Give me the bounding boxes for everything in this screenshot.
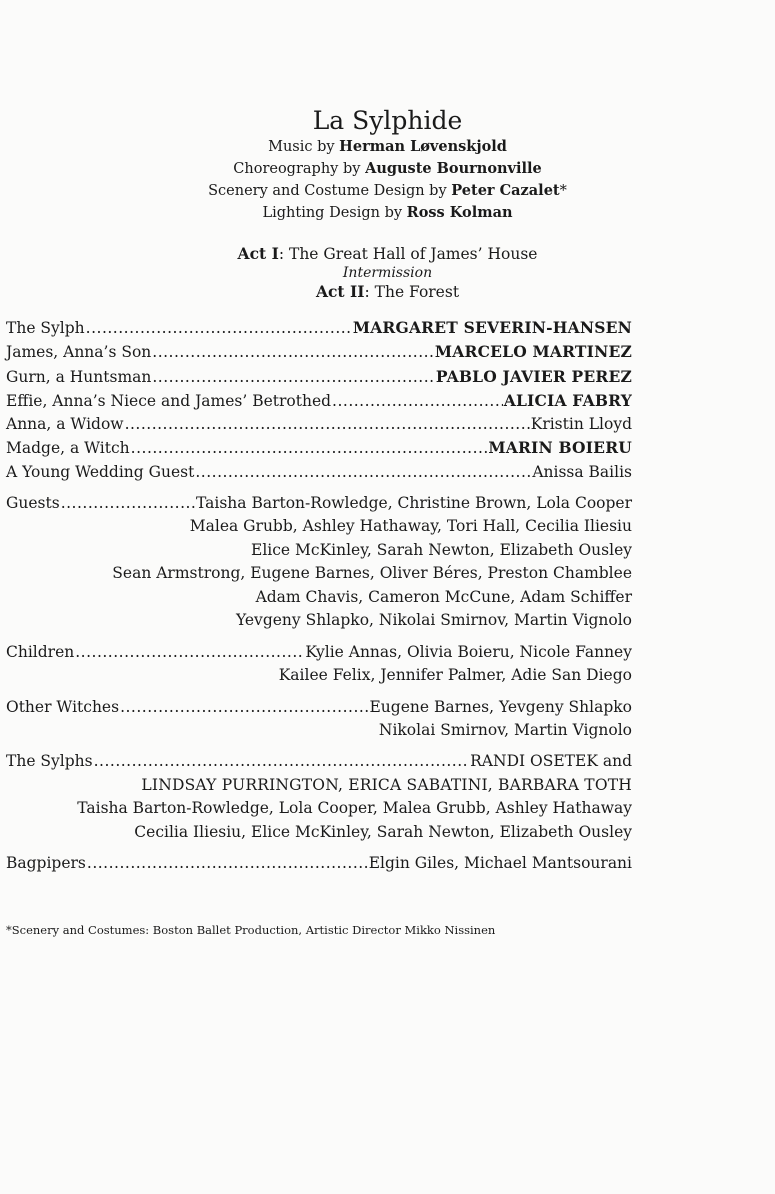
performer: Eugene Barnes, Yevgeny Shlapko	[369, 697, 632, 716]
production-header	[0, 106, 775, 224]
performer-continuation: LINDSAY PURRINGTON, ERICA SABATINI, BARBARA TOTH	[141, 775, 632, 794]
act-two: Act II: The Forest	[315, 282, 460, 301]
performer-continuation: Adam Chavis, Cameron McCune, Adam Schiffer	[255, 587, 632, 606]
performer: MARGARET SEVERIN-HANSEN	[352, 318, 632, 337]
credit-scenery: Scenery and Costume Design by Peter Cazalet*	[208, 182, 567, 199]
credit-lighting: Lighting Design by Ross Kolman	[262, 204, 513, 221]
cast-row-guests	[6, 492, 632, 515]
cast-row	[6, 436, 632, 460]
cast-row	[6, 461, 632, 484]
leader-dots	[131, 437, 488, 460]
cast-list	[6, 316, 632, 876]
performer: Elgin Giles, Michael Mantsourani	[368, 854, 632, 873]
performer: ALICIA FABRY	[503, 390, 632, 410]
leader-dots	[86, 317, 352, 340]
performer-continuation: Nikolai Smirnov, Martin Vignolo	[378, 720, 632, 739]
role: Guests	[6, 494, 60, 513]
leader-dots	[61, 492, 195, 515]
performer: Anissa Bailis	[532, 462, 632, 481]
acts-block	[0, 244, 775, 302]
role: A Young Wedding Guest	[6, 462, 195, 481]
cast-row-children	[6, 641, 632, 664]
leader-dots	[87, 852, 368, 875]
role: Effie, Anna’s Niece and James’ Betrothed	[6, 391, 332, 410]
performer-continuation: Malea Grubb, Ashley Hathaway, Tori Hall, Cecilia Iliesiu	[189, 517, 632, 536]
performer-continuation: Yevgeny Shlapko, Nikolai Smirnov, Martin Vignolo	[236, 611, 632, 630]
role: The Sylphs	[6, 752, 93, 771]
leader-dots	[332, 390, 503, 413]
role: Other Witches	[6, 697, 120, 716]
production-title: La Sylphide	[312, 106, 463, 135]
spacer	[6, 844, 632, 852]
leader-dots	[195, 461, 531, 484]
act-one: Act I: The Great Hall of James’ House	[237, 244, 538, 263]
leader-dots	[152, 366, 434, 389]
role: Anna, a Widow	[6, 415, 124, 434]
footnote: *Scenery and Costumes: Boston Ballet Production, Artistic Director Mikko Nissinen	[6, 923, 496, 937]
performer-continuation: Taisha Barton-Rowledge, Lola Cooper, Malea Grubb, Ashley Hathaway	[77, 799, 632, 818]
credit-music: Music by Herman Løvenskjold	[268, 138, 507, 155]
performer-continuation: Elice McKinley, Sarah Newton, Elizabeth Ousley	[251, 540, 632, 559]
cast-row-witches	[6, 696, 632, 719]
performer: PABLO JAVIER PEREZ	[435, 366, 632, 386]
credit-choreography: Choreography by Auguste Bournonville	[233, 160, 542, 177]
role: Madge, a Witch	[6, 439, 130, 458]
performer: MARIN BOIERU	[488, 438, 632, 458]
performer: Kristin Lloyd	[530, 415, 632, 434]
spacer	[6, 688, 632, 696]
spacer	[6, 633, 632, 641]
role: Children	[6, 642, 75, 661]
role: Bagpipers	[6, 854, 86, 873]
role: James, Anna’s Son	[6, 343, 152, 362]
cast-row-sylphs	[6, 750, 632, 773]
performer: Taisha Barton-Rowledge, Christine Brown, Lola Cooper	[196, 494, 632, 513]
leader-dots	[152, 341, 434, 364]
leader-dots	[125, 413, 530, 436]
role: Gurn, a Huntsman	[6, 367, 152, 386]
role: The Sylph	[6, 319, 85, 337]
performer: RANDI OSETEK and	[470, 752, 632, 771]
cast-row	[6, 413, 632, 436]
leader-dots	[94, 750, 470, 773]
leader-dots	[120, 696, 368, 719]
performer-continuation: Cecilia Iliesiu, Elice McKinley, Sarah Newton, Elizabeth Ousley	[134, 822, 632, 841]
leader-dots	[75, 641, 304, 664]
cast-row-bagpipers	[6, 852, 632, 875]
cast-row	[6, 389, 632, 413]
intermission: Intermission	[342, 265, 433, 281]
cast-row	[6, 365, 632, 389]
spacer	[6, 484, 632, 492]
performer: Kylie Annas, Olivia Boieru, Nicole Fanney	[305, 642, 632, 661]
performer-continuation: Kailee Felix, Jennifer Palmer, Adie San Diego	[278, 666, 632, 685]
cast-row	[6, 340, 632, 364]
performer: MARCELO MARTINEZ	[434, 342, 632, 362]
performer-continuation: Sean Armstrong, Eugene Barnes, Oliver Béres, Preston Chamblee	[112, 564, 632, 583]
cast-row	[6, 316, 632, 340]
spacer	[6, 742, 632, 750]
